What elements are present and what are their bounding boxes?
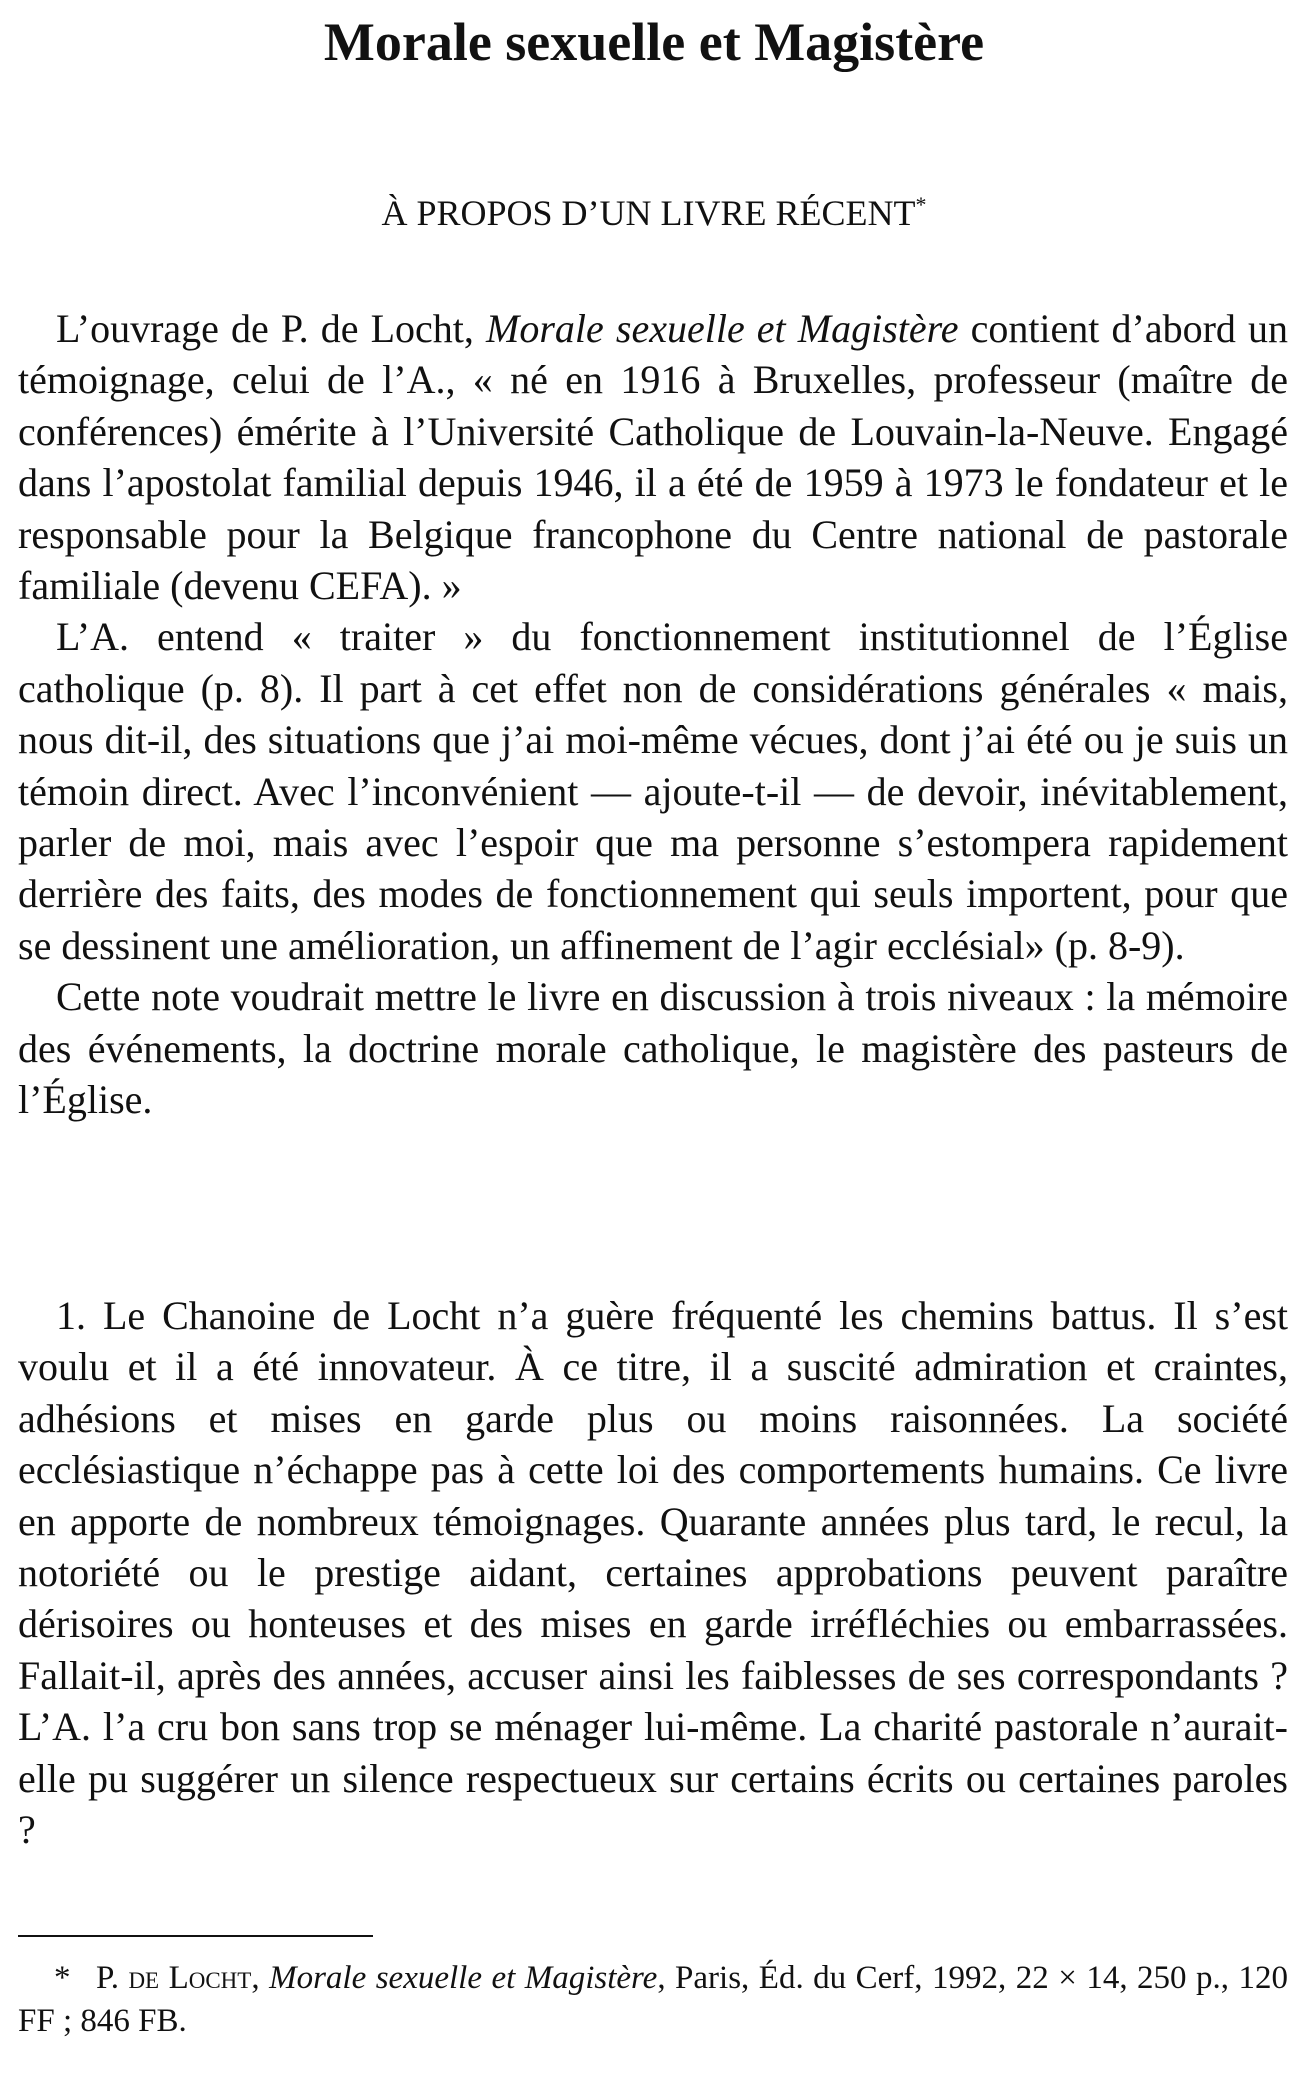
paragraph-quote: L’A. entend « traiter » du fonctionnement institutionnel de l’Église catholique (p. 8). Il part à cet effet non de considérations générales « mais, nous dit-il, des situations que j’ai moi-même vécues, dont j’ai été ou je suis un témoin direct. Avec l’inconvénient — ajoute-t-il — de devoir, inévitablement, parler de moi, mais avec l’espoir que ma personne s’estompera rapidement derrière des faits, des modes de fonctionnement qui seuls importent, pour que se dessinent une amélioration, un affinement de l’agir ecclésial» (p. 8-9). [18,614,1288,968]
paragraph-intro [18,303,1288,611]
paragraph-intro-rest: contient d’abord un témoignage, celui de l’A., « né en 1916 à Bruxelles, professeur (maître de conférences) émérite à l’Université Catholique de Louvain-la-Neuve. Engagé dans l’apostolat familial depuis 1946, il a été de 1959 à 1973 le fondateur et le responsable pour la Belgique francophone du Centre national de pastorale familiale (devenu CEFA). » [18,306,1289,609]
subtitle-text: À PROPOS D’UN LIVRE RÉCENT [381,193,916,233]
body-text-intro [18,303,1288,1126]
footnote-publication-details: , Paris, Éd. du Cerf, 1992, 22 × 14, 250 p., 120 FF ; 846 FB. [18,1960,1289,2039]
footnote-separator [18,1935,373,1937]
footnote [18,1957,1288,2043]
page-title: Morale sexuelle et Magistère [323,12,985,72]
paragraph-purpose: Cette note voudrait mettre le livre en discussion à trois niveaux : la mémoire des événements, la doctrine morale catholique, le magistère des pasteurs de l’Église. [18,974,1288,1123]
book-title-italic: Morale sexuelle et Magistère [486,306,959,351]
footnote-author-name: de Locht [128,1960,252,1996]
footnote-work-title: Morale sexuelle et Magistère [269,1960,658,1996]
section-subtitle [0,190,1308,236]
footnote-marker: * [54,1960,71,1996]
paragraph-section-1: 1. Le Chanoine de Locht n’a guère fréquenté les chemins battus. Il s’est voulu et il a été innovateur. À ce titre, il a suscité admiration et craintes, adhésions et mises en garde plus ou moins raisonnées. La société ecclésiastique n’échappe pas à cette loi des comportements humains. Ce livre en apporte de nombreux témoignages. Quarante années plus tard, le recul, la notoriété ou le prestige aidant, certaines approbations peuvent paraître dérisoires ou honteuses et des mises en garde irréfléchies ou embarrassées. Fallait-il, après des années, accuser ainsi les faiblesses de ses correspondants ? L’A. l’a cru bon sans trop se ménager lui-même. La charité pastorale n’aurait-elle pu suggérer un silence respectueux sur certains écrits ou certaines paroles ? [18,1293,1288,1853]
footnote-separator-comma: , [251,1960,270,1996]
footnote-author-initial: P. [96,1960,129,1996]
body-text-section-1 [18,1290,1288,1855]
footnote-reference[interactable]: * [915,192,927,217]
paragraph-intro-lead: L’ouvrage de P. de Locht, [56,306,487,351]
